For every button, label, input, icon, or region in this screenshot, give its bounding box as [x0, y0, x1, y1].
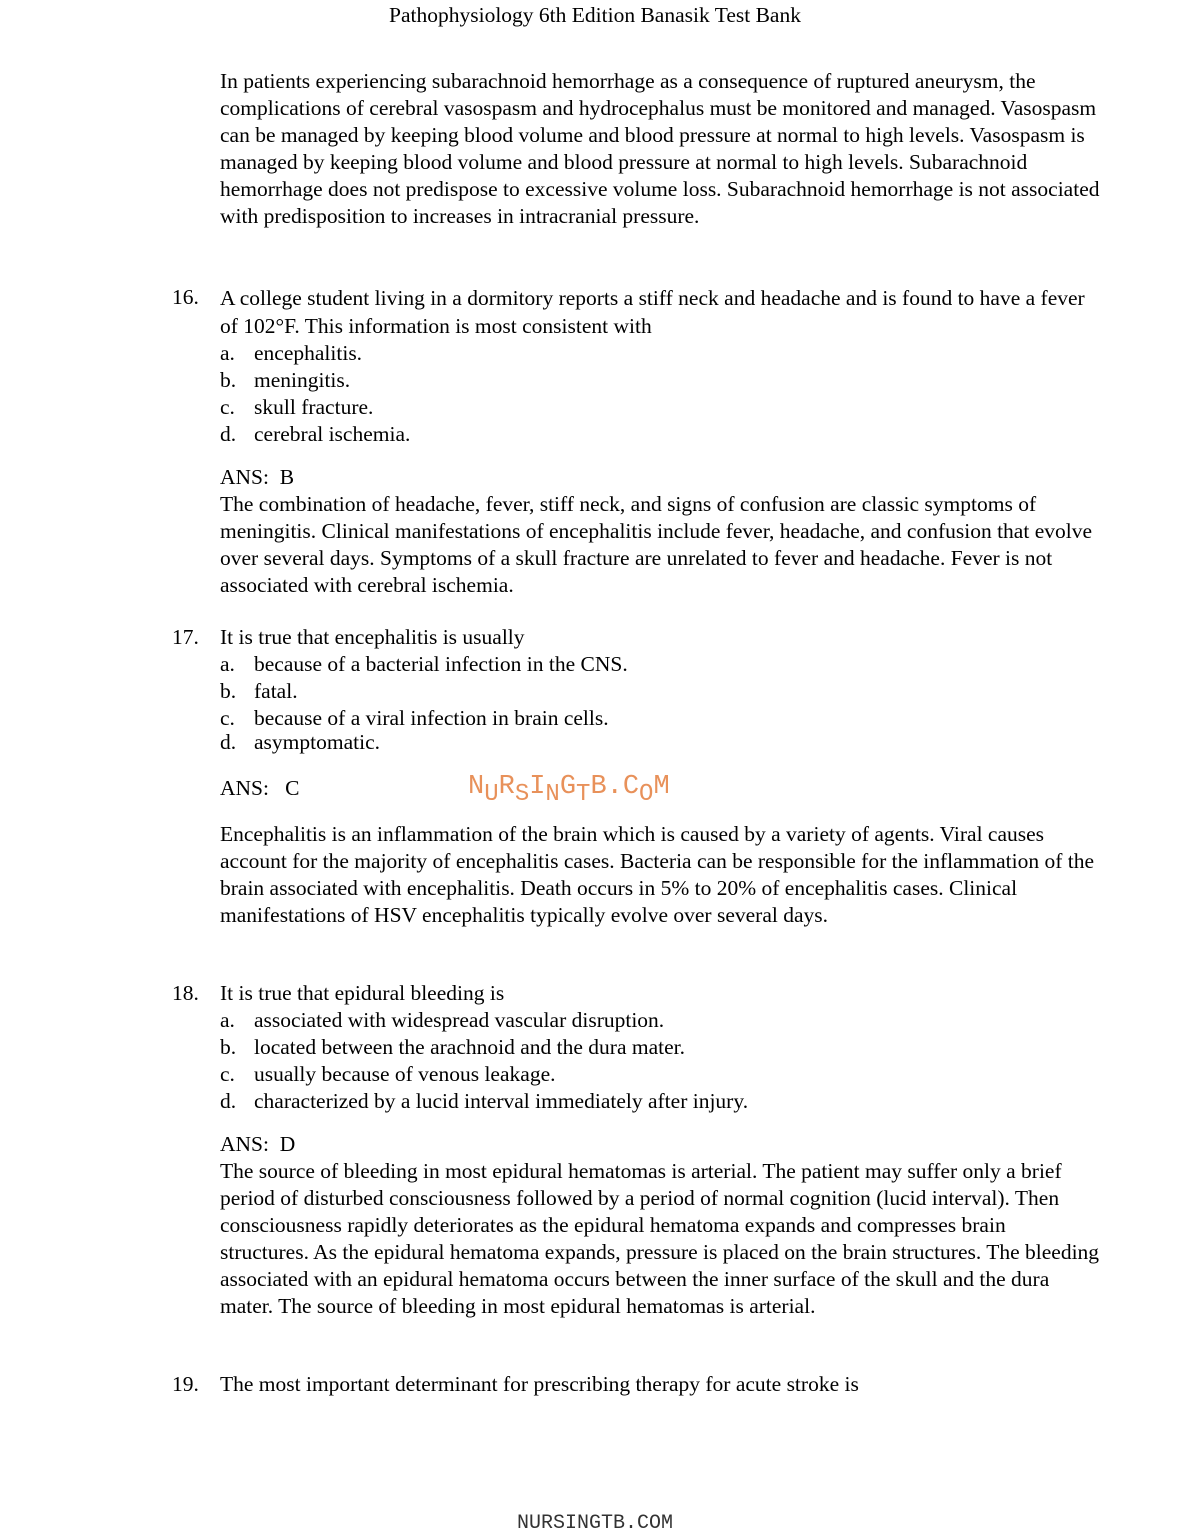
question-stem: It is true that epidural bleeding is [220, 981, 505, 1005]
question-stem: It is true that encephalitis is usually [220, 625, 525, 649]
rationale: The combination of headache, fever, stiff neck, and signs of confusion are classic symptoms of meningitis. Clinical manifestations of encephalitis include fever, headache, and confusion that evolve over several days. Symptoms of a skull fracture are unrelated to fever and headache. Fever is not associated with cerebral ischemia. [220, 492, 1092, 597]
option-a: a. because of a bacterial infection in the CNS. [220, 652, 628, 676]
answer-key: ANS: B [220, 465, 295, 489]
answer-key: ANS: D [220, 1132, 296, 1156]
option-c: c. skull fracture. [220, 395, 374, 419]
rationale: The source of bleeding in most epidural hematomas is arterial. The patient may suffer only a brief period of disturbed consciousness followed by a period of normal cognition (lucid interval). Then consciousness rapidly deteriorates as the epidural hematoma expands and compresses brain structures. As the epidural hematoma expands, pressure is placed on the brain structures. The bleeding associated with an epidural hematoma occurs between the inner surface of the skull and the dura mater. The source of bleeding in most epidural hematomas is arterial. [220, 1159, 1100, 1318]
answer-key: ANS: C [220, 776, 300, 800]
question-16 [220, 284, 1100, 599]
option-a: a. associated with widespread vascular disruption. [220, 1008, 665, 1032]
rationale: Encephalitis is an inflammation of the brain which is caused by a variety of agents. Viral causes account for the majority of encephalitis cases. Bacteria can be responsible for the inflammation of the brain associated with encephalitis. Death occurs in 5% to 20% of encephalitis cases. Clinical manifestations of HSV encephalitis typically evolve over several days. [220, 822, 1095, 927]
question-19 [220, 1371, 1100, 1398]
option-b: b. located between the arachnoid and the dura mater. [220, 1035, 685, 1059]
question-number: 17. [172, 625, 199, 649]
question-number: 16. [172, 285, 199, 309]
question-number: 18. [172, 981, 199, 1005]
question-18 [220, 980, 1100, 1320]
option-d: d. characterized by a lucid interval immediately after injury. [220, 1089, 749, 1113]
watermark: NURSINGTB.COM [468, 772, 670, 808]
question-stem: A college student living in a dormitory reports a stiff neck and headache and is found to have a fever of 102°F. This information is most consistent with [220, 286, 1085, 338]
option-b: b. meningitis. [220, 368, 351, 392]
page-header: Pathophysiology 6th Edition Banasik Test Bank [389, 3, 801, 27]
question-number: 19. [172, 1372, 199, 1396]
option-d: d. cerebral ischemia. [220, 422, 411, 446]
option-b: b. fatal. [220, 679, 298, 703]
page-footer: NURSINGTB.COM [516, 1512, 674, 1535]
q15-rationale: In patients experiencing subarachnoid hemorrhage as a consequence of ruptured aneurysm, the complications of cerebral vasospasm and hydrocephalus must be monitored and managed. Vasospasm can be managed by keeping blood volume and blood pressure at normal to high levels. Vasospasm is managed by keeping blood volume and blood pressure at normal to high levels. Subarachnoid hemorrhage does not predispose to excessive volume loss. Subarachnoid hemorrhage is not associated with predisposition to increases in intracranial pressure. [220, 69, 1100, 228]
question-stem: The most important determinant for prescribing therapy for acute stroke is [220, 1372, 859, 1396]
option-c: c. because of a viral infection in brain cells. [220, 706, 609, 730]
option-c: c. usually because of venous leakage. [220, 1062, 556, 1086]
option-a: a. encephalitis. [220, 341, 363, 365]
option-d: d. asymptomatic. [220, 730, 380, 754]
